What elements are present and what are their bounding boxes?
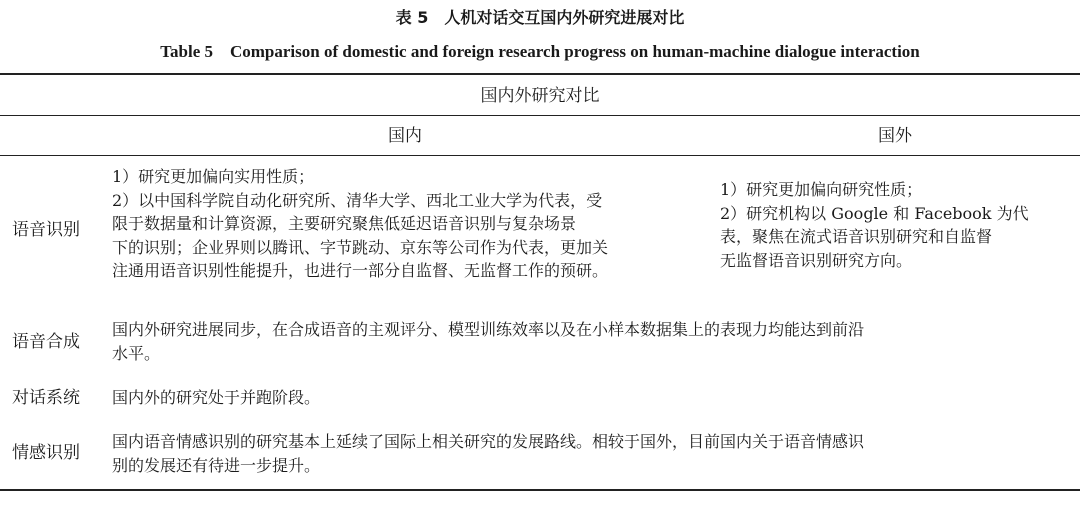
cell-line: 1）研究更加偏向研究性质； xyxy=(720,180,923,199)
cell-merged-emotion-recognition xyxy=(112,430,864,477)
top-rule xyxy=(0,73,1080,75)
cell-merged-speech-synthesis xyxy=(112,318,864,365)
row-label-dialogue-system: 对话系统 xyxy=(12,388,80,408)
cell-line: 国内外的研究处于并跑阶段。 xyxy=(112,388,321,407)
table-caption-chinese: 表 5 人机对话交互国内外研究进展对比 xyxy=(395,8,685,27)
cell-foreign-speech-recognition xyxy=(720,178,1029,272)
row-label-emotion-recognition: 情感识别 xyxy=(12,443,80,463)
cell-line: 水平。 xyxy=(112,343,161,363)
row-label-speech-synthesis: 语音合成 xyxy=(12,332,80,352)
table-caption-english: Table 5 Comparison of domestic and foreign research progress on human-machine dialogue interaction xyxy=(160,42,920,61)
cell-line: 无监督语音识别研究方向。 xyxy=(720,250,913,270)
cell-merged-dialogue-system xyxy=(112,386,320,410)
column-header-domestic: 国内 xyxy=(388,126,422,146)
cell-line: 注通用语音识别性能提升，也进行一部分自监督、无监督工作的预研。 xyxy=(112,261,609,280)
cell-line: 表，聚焦在流式语音识别研究和自监督 xyxy=(720,227,993,246)
row-label-speech-recognition: 语音识别 xyxy=(12,220,80,240)
cell-line: 国内语音情感识别的研究基本上延续了国际上相关研究的发展路线。相较于国外，目前国内关于语音情感识 xyxy=(112,432,865,451)
cell-line: 2）研究机构以 Google 和 Facebook 为代 xyxy=(720,203,1029,223)
cell-line: 下的识别；企业界则以腾讯、字节跳动、京东等公司作为代表，更加关 xyxy=(112,237,609,257)
group-rule xyxy=(0,115,1080,116)
header-rule xyxy=(0,155,1080,156)
bottom-rule xyxy=(0,489,1080,491)
cell-line: 国内外研究进展同步，在合成语音的主观评分、模型训练效率以及在小样本数据集上的表现力均能达到前沿 xyxy=(112,320,865,339)
group-header: 国内外研究对比 xyxy=(480,86,600,106)
column-header-foreign: 国外 xyxy=(878,126,912,146)
cell-domestic-speech-recognition xyxy=(112,165,608,283)
cell-line: 别的发展还有待进一步提升。 xyxy=(112,455,321,475)
cell-line: 1）研究更加偏向实用性质； xyxy=(112,167,315,186)
cell-line: 2）以中国科学院自动化研究所、清华大学、西北工业大学为代表，受 xyxy=(112,190,603,210)
cell-line: 限于数据量和计算资源，主要研究聚焦低延迟语音识别与复杂场景 xyxy=(112,214,577,233)
